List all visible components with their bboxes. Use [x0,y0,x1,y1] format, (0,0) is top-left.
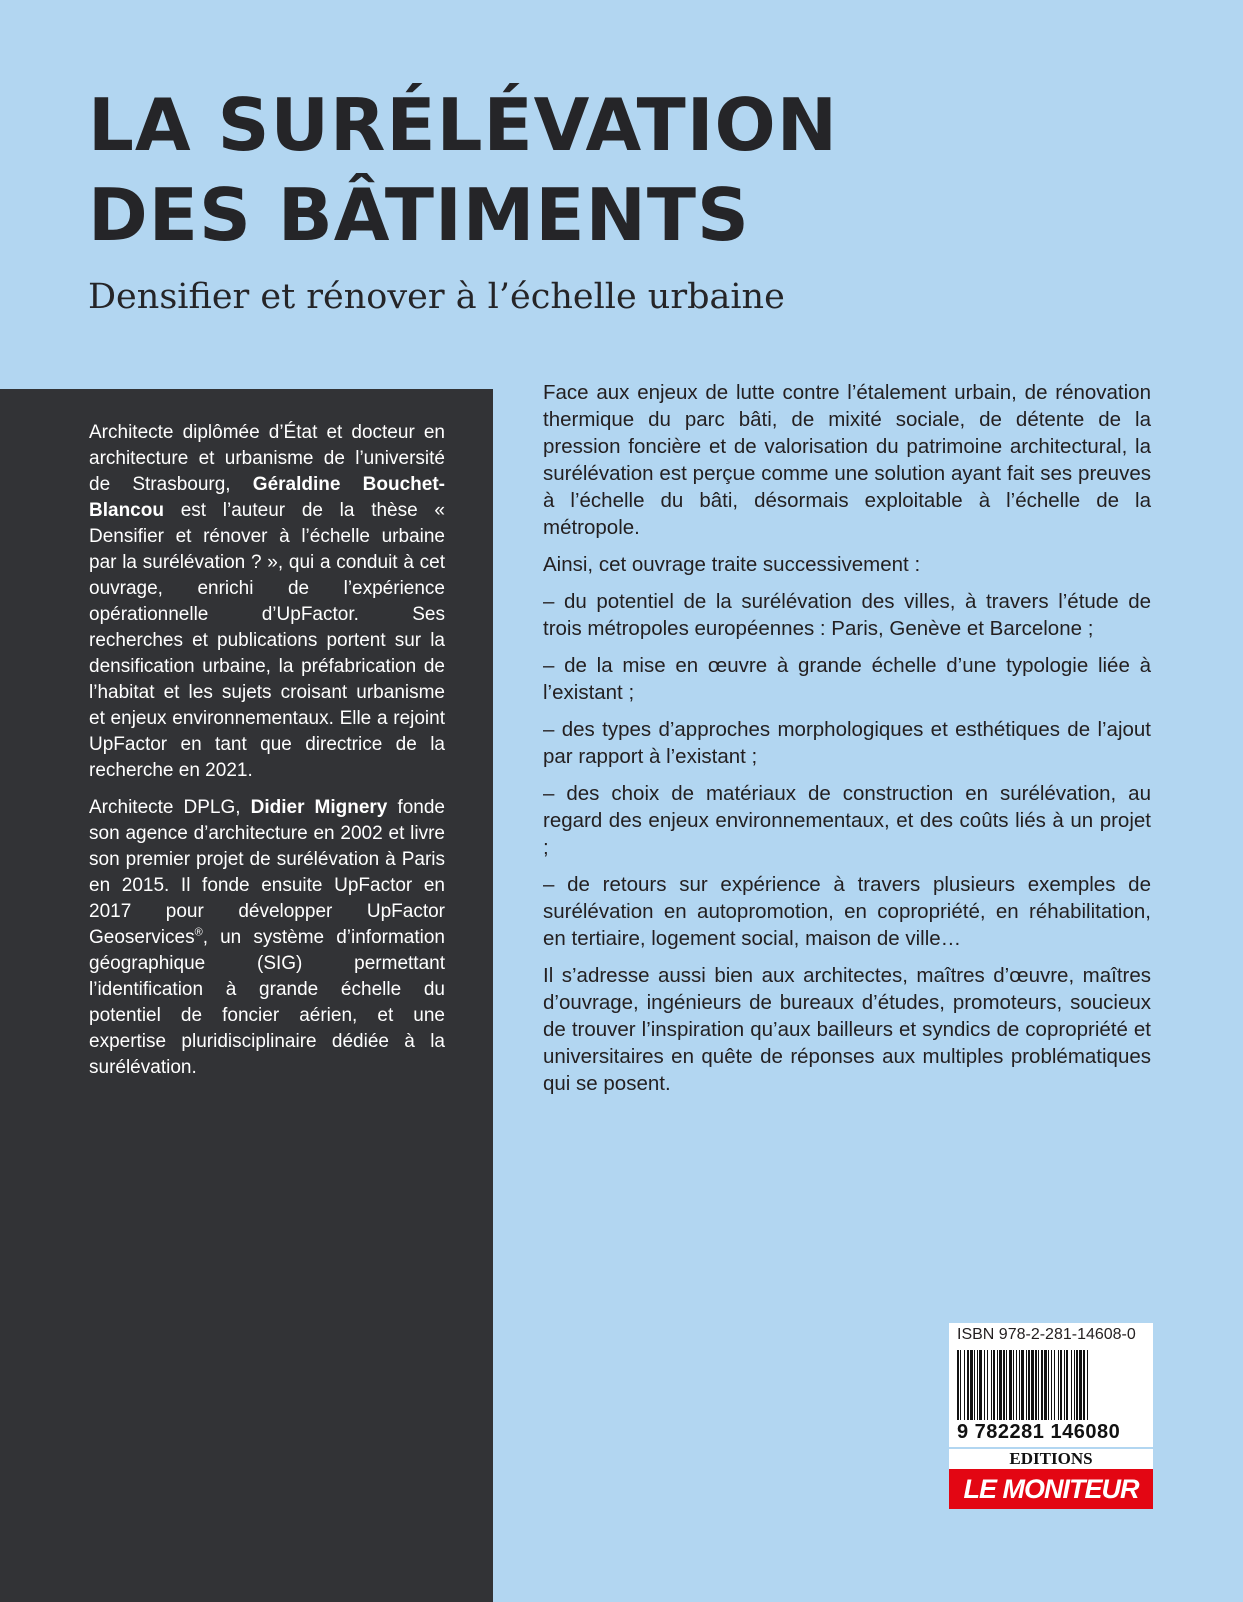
barcode-bar [1035,1350,1037,1420]
barcode-bar [993,1350,995,1420]
barcode-bar [964,1350,965,1420]
description-lead: Ainsi, cet ouvrage traite successivement : [543,553,921,576]
isbn-barcode-block [949,1323,1153,1447]
barcode-bar [1060,1350,1062,1420]
barcode-bar [967,1350,969,1420]
description-intro: Face aux enjeux de lutte contre l’étalement urbain, de rénovation thermique du parc bâti, de mixité sociale, de détente de la pression foncière et de valorisation du patrimoine architectural, la surélévation est perçue comme une solution ayant fait ses preuves à l’échelle du bâti, désormais exploitable à l’échelle de la métropole. [543,381,1151,539]
author-bios [89,420,445,1092]
topic-item: – des types d’approches morphologiques et esthétiques de l’ajout par rapport à l’existant ; [543,718,1151,768]
barcode-bar [974,1350,975,1420]
barcode-bar [1087,1350,1088,1420]
barcode-bar [984,1350,985,1420]
bio-1-intro: Architecte diplômée d’État et docteur en architecture et urbanisme de l’université de Strasbourg, [89,422,445,495]
description-closing: Il s’adresse aussi bien aux architectes, maîtres d’œuvre, maîtres d’ouvrage, ingénieurs de bureaux d’études, promoteurs, soucieux de trouver l’inspiration qu’aux bailleurs et syndics de copropriété et universitaires en quête de réponses aux multiples problématiques qui se posent. [543,964,1151,1095]
book-title [88,80,1188,260]
topic-item: – des choix de matériaux de construction en surélévation, au regard des enjeux environnementaux, et des coûts liés à un projet ; [543,782,1151,859]
barcode-bar [970,1350,973,1420]
barcode-bar [960,1350,961,1420]
barcode-bar [997,1350,998,1420]
barcode-bar [1071,1350,1072,1420]
barcode-bar [1038,1350,1039,1420]
barcode-bar [1044,1350,1047,1420]
bio-2-text-end: , un système d’information géographique (SIG) permettant l’identification à grande échelle du potentiel de foncier aérien, et une expertise pluridisciplinaire dédiée à la surélévation. [89,927,445,1078]
author-bio-2 [89,795,445,1081]
bio-1-text: est l’auteur de la thèse « Densifier et rénover à l’échelle urbaine par la surélévation ? », qui a conduit à cet ouvrage, enrichi de l’expérience opérationnelle d’UpFactor. Ses recherches et publications portent sur la densification urbaine, la préfabrication de l’habitat et les sujets croisant urbanisme et enjeux environnementaux. Elle a rejoint UpFactor en tant que directrice de la recherche en 2021. [89,500,445,781]
isbn-digits: 9 782281 146080 [957,1421,1121,1443]
publisher-logo-bottom: LE MONITEUR [949,1469,1153,1509]
barcode-bar [1016,1350,1017,1420]
barcode-bar [1041,1350,1043,1420]
topic-item: – du potentiel de la surélévation des villes, à travers l’étude de trois métropoles européennes : Paris, Genève et Barcelone ; [543,590,1151,640]
registered-mark: ® [194,926,203,939]
topic-item: – de retours sur expérience à travers plusieurs exemples de surélévation en autopromotion, en copropriété, en réhabilitation, en tertiaire, logement social, maison de ville… [543,873,1151,950]
barcode-bar [1048,1350,1049,1420]
barcode-bar [979,1350,982,1420]
barcode-bar [999,1350,1002,1420]
publisher-logo [949,1449,1153,1509]
barcode-icon [957,1350,1145,1420]
barcode-bar [1064,1350,1065,1420]
barcode-bar [1051,1350,1052,1420]
author-bio-1 [89,420,445,784]
barcode-bar [1074,1350,1075,1420]
book-description [543,379,1151,1107]
author-name-1: Géraldine Bouchet-Blancou [89,474,445,521]
barcode-bar [1054,1350,1055,1420]
publisher-logo-top: EDITIONS [949,1449,1153,1469]
topic-item: – de la mise en œuvre à grande échelle d’une typologie liée à l’existant ; [543,654,1151,704]
barcode-bar [1079,1350,1082,1420]
author-name-2: Didier Mignery [250,797,388,818]
barcode-bar [1031,1350,1034,1420]
topic-list [543,588,1151,952]
book-title-line-2: DES BÂTIMENTS [88,173,750,257]
barcode-bar [1003,1350,1005,1420]
barcode-bar [1076,1350,1078,1420]
isbn-label: ISBN 978-2-281-14608-0 [957,1326,1136,1343]
barcode-bar [1006,1350,1007,1420]
barcode-bar [1028,1350,1030,1420]
barcode-bar [1019,1350,1020,1420]
bio-2-text: fonde son agence d’architecture en 2002 et livre son premier projet de surélévation à Paris en 2015. Il fonde ensuite UpFactor en 2017 pour développer UpFactor Geoservices [89,797,445,948]
barcode-bar [1009,1350,1012,1420]
barcode-bar [1058,1350,1059,1420]
barcode-bar [991,1350,992,1420]
barcode-bar [1083,1350,1085,1420]
barcode-bar [957,1350,959,1420]
book-title-line-1: LA SURÉLÉVATION [88,83,839,167]
barcode-bar [1013,1350,1014,1420]
bio-2-intro: Architecte DPLG, [89,797,251,818]
barcode-bar [1021,1350,1024,1420]
barcode-bar [987,1350,988,1420]
book-subtitle: Densifier et rénover à l’échelle urbaine [88,277,785,317]
barcode-bar [1066,1350,1068,1420]
barcode-bar [1026,1350,1027,1420]
barcode-bar [977,1350,978,1420]
